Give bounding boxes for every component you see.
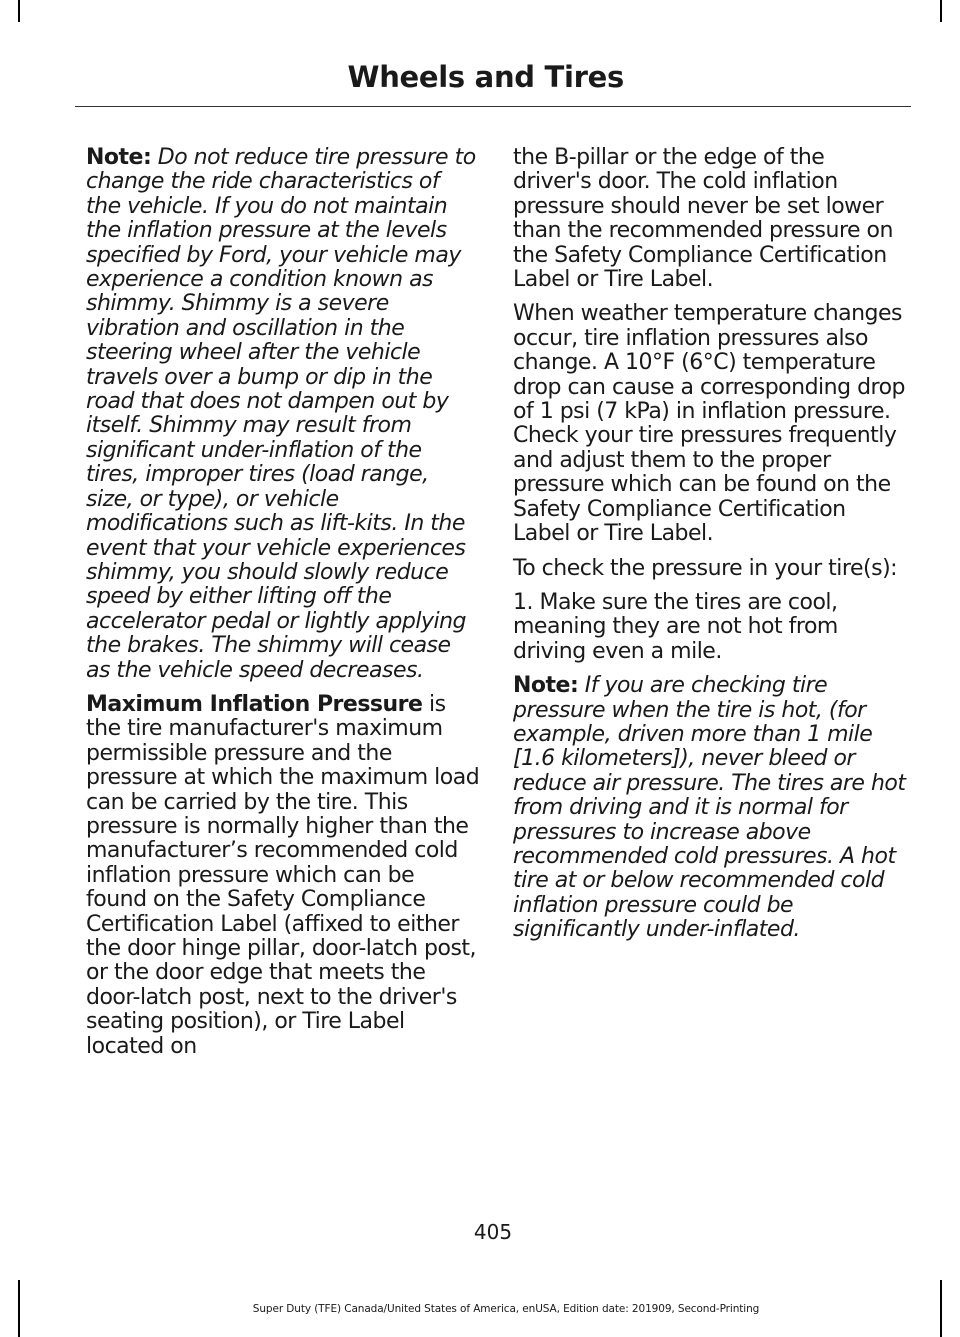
- note-label-2: Note:: [513, 673, 579, 699]
- crop-mark-top-left: [18, 0, 20, 22]
- max-inflation-text: is the tire manufacturer's maximum permissible pressure and the pressure at which the maximum load can be carried by the tire. This pressure is normally higher than the manufacturer’s recommended cold inflation pressure which can be found on the Safety Compliance Certification Label (affixed to either the door hinge pillar, door-latch post, or the door edge that meets the door-latch post, next to the driver's seating position), or Tire Label located on: [86, 691, 480, 1059]
- page-title: Wheels and Tires: [347, 60, 624, 94]
- note-paragraph-2: [513, 674, 907, 942]
- page-number: 405: [473, 1220, 513, 1244]
- max-inflation-paragraph: [86, 693, 480, 1059]
- check-intro-paragraph: To check the pressure in your tire(s):: [513, 555, 898, 581]
- note-text: Do not reduce tire pressure to change the ride characteristics of the vehicle. If you do not maintain the inflation pressure at the levels specified by Ford, your vehicle may experience a condition known as shimmy. Shimmy is a severe vibration and oscillation in the steering wheel after the vehicle travels over a bump or dip in the road that does not dampen out by itself. Shimmy may result from significant under-inflation of the tires, improper tires (load range, size, or type), or vehicle modifications such as lift-kits. In the event that your vehicle experiences shimmy, you should slowly reduce speed by either lifting off the accelerator pedal or lightly applying the brakes. The shimmy will cease as the vehicle speed decreases.: [86, 145, 476, 683]
- header-divider: [75, 106, 911, 107]
- footer-text: Super Duty (TFE) Canada/United States of America, enUSA, Edition date: 201909, Second-Printing: [252, 1303, 760, 1315]
- note-label: Note:: [86, 145, 152, 170]
- note-paragraph: [86, 146, 480, 683]
- continuation-paragraph: the B-pillar or the edge of the driver's door. The cold inflation pressure should never be set lower than the recommended pressure on the Safety Compliance Certification Label or Tire Label.: [513, 145, 893, 293]
- max-inflation-label: Maximum Inflation Pressure: [86, 691, 423, 717]
- left-column: [86, 146, 480, 1069]
- right-column: [513, 146, 907, 953]
- step-1-paragraph: 1. Make sure the tires are cool, meaning they are not hot from driving even a mile.: [513, 589, 838, 664]
- crop-mark-top-right: [940, 0, 942, 22]
- weather-paragraph: When weather temperature changes occur, tire inflation pressures also change. A 10°F (6°C) temperature drop can cause a corresponding drop of 1 psi (7 kPa) in inflation pressure. Check your tire pressures frequently and adjust them to the proper pressure which can be found on the Safety Compliance Certification Label or Tire Label.: [513, 301, 906, 547]
- note-text-2: If you are checking tire pressure when the tire is hot, (for example, driven more than 1 mile [1.6 kilometers]), never bleed or reduce air pressure. The tires are hot from driving and it is normal for pressures to increase above recommended cold pressures. A hot tire at or below recommended cold inflation pressure could be significantly under-inflated.: [513, 673, 906, 943]
